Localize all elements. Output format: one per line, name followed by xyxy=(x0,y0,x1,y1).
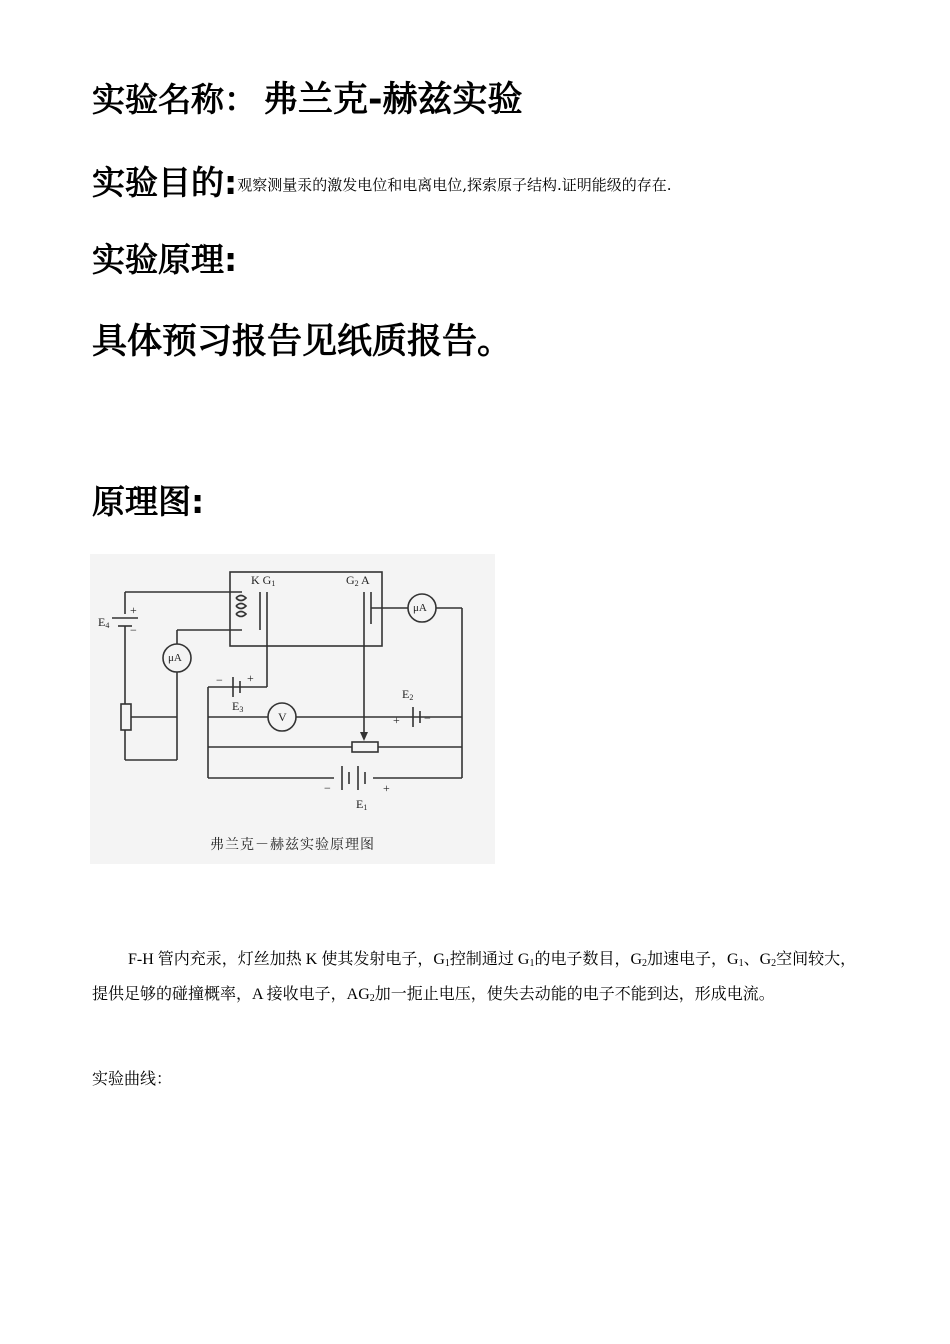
rheostat-bottom xyxy=(352,742,378,752)
label-k-g1: K $G_1$ xyxy=(251,573,276,588)
label-g2-a: $G_2$ A xyxy=(346,573,370,588)
experiment-curve-label: 实验曲线： xyxy=(92,1071,173,1088)
label-e2: $E_2$ xyxy=(402,687,414,702)
experiment-title-line xyxy=(92,80,523,120)
experiment-principle-label: 实验原理: xyxy=(92,240,238,279)
label-e3: $E_3$ xyxy=(232,699,244,714)
label-e1: $E_1$ xyxy=(356,797,368,812)
label-e4-minus: − xyxy=(130,623,137,637)
label-e4: $E_4$ xyxy=(98,615,110,630)
label-e1-plus: + xyxy=(383,781,390,795)
label-microamp-right: μA xyxy=(413,602,427,614)
experiment-name-label: 实验名称： xyxy=(92,80,257,119)
label-e2-plus: + xyxy=(393,713,400,727)
circuit-diagram xyxy=(90,554,495,834)
label-e3-plus: + xyxy=(247,671,254,685)
label-e3-minus: − xyxy=(216,673,223,687)
rheostat-left xyxy=(121,704,131,730)
label-e1-minus: − xyxy=(324,781,331,795)
experiment-purpose-text: 观察测量汞的激发电位和电离电位,探索原子结构.证明能级的存在. xyxy=(237,176,672,194)
principle-paragraph: F-H 管内充汞，灯丝加热 K 使其发射电子，$G_1$控制通过 $G_1$的电子数目，$G_2$加速电子，$G_1$、$G_2$空间较大，提供足够的碰撞概率，A 接收电子，$AG_2$加一扼止电压，使失去动能的电子不能到达，形成电流。 xyxy=(92,951,857,1004)
report-note: 具体预习报告见纸质报告。 xyxy=(92,322,513,362)
experiment-name-value: 弗兰克-赫兹实验 xyxy=(263,80,523,120)
label-e2-minus: − xyxy=(424,711,431,725)
franck-hertz-circuit-figure xyxy=(90,554,495,864)
label-e4-plus: + xyxy=(130,603,137,617)
label-volt: V xyxy=(278,710,287,724)
experiment-purpose-line xyxy=(92,163,672,205)
figure-caption: 弗兰克－赫兹实验原理图 xyxy=(210,837,375,853)
slider-arrow xyxy=(360,732,368,741)
diagram-heading: 原理图: xyxy=(92,482,205,521)
filament-coil xyxy=(236,596,246,617)
label-microamp-left: μA xyxy=(168,652,182,664)
experiment-purpose-label: 实验目的: xyxy=(92,163,238,202)
